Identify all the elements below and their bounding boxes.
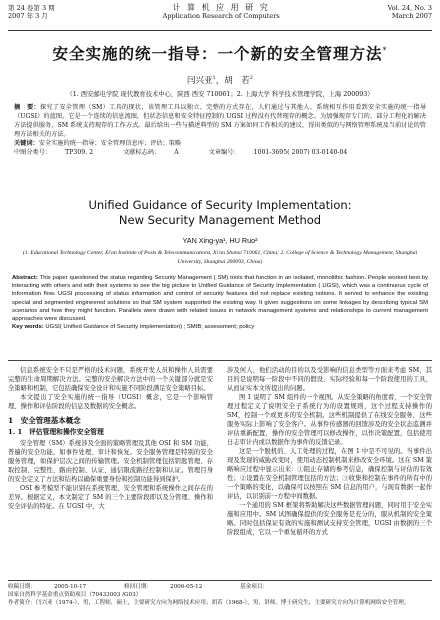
abstract-cn-text: 探究了安全管理（SM）工具的现状，该管理工具以独立、完整的方式存在，人们通过与其他人、系统相互作用看到安全实施的统一指导（UGSI）的蓝图，它是一个连续的信息流图，但状态信息和安全特征控制的 UGSI 过程没有代替现存的概念。为加强现存专门的、部分工程化的解决方法提供服务，SM 系统支持现存的工作方式。最后给出一些与描述典型的 SM 方案如何工作相关的建议，得出类似的与网络管理系统及当前讨论的管理方法相关的方法。 — [14, 104, 427, 138]
journal-name-cn: 计 算 机 应 用 研 究 — [172, 3, 270, 12]
date-cn: 2007 年 3 月 — [8, 12, 48, 20]
doc-code-label: 文献标志码： — [123, 149, 161, 156]
classification-row — [14, 148, 426, 157]
paragraph: 涉及何人、他们活动的目的以及受影响的信息类型等方面来考虑 SM，其目的是说明每一阶段中不同的假设、实际经验和每一个阶段使用的工具，从而证实本文所提出的问题。 — [227, 367, 432, 392]
cls-label: 中图分类号： — [14, 149, 52, 156]
journal-name-en: Application Research of Computers — [162, 12, 280, 20]
header-rule — [8, 30, 432, 31]
footnote-dates — [8, 583, 432, 599]
paragraph: 一个通用的 SM 框架将帮助解决这些数据管理问题，同时用于安全实施和应用中。SM 试图确保提供的安全服务是充分的，服从机制的安全策略。同时包括保证有效的实施和测试支持安全管理，UGSI 由数据的三个阶段组成，它以一个重复循环的方式 — [227, 502, 432, 536]
author-2: 胡 若 — [224, 76, 250, 86]
volume-issue-cn: 第 24 卷第 3 期 — [8, 4, 55, 12]
doc-code-value: A — [174, 149, 179, 156]
received-label: 收稿日期： — [8, 584, 36, 590]
keywords-cn — [14, 139, 426, 148]
abstract-cn-label: 摘 要： — [14, 104, 40, 111]
fund-text: 国家自然科学基金重点资助项目（70433003 /G03） — [8, 592, 142, 598]
authors-cn — [0, 74, 440, 86]
author-2-sup: 2 — [249, 75, 253, 82]
en-title-line-1: Unified Guidance of Security Implementation: — [88, 198, 352, 212]
paragraph: OSI 参考模型不能识别在系统管理、安全管理和系统操作之间存在的差异。根据定义，本文制定了 SM 的三个主要阶段即以及分管理、操作和安全评估的特征。在 UGSI 中，大 — [8, 485, 213, 510]
author-1-sup: 1 — [212, 75, 216, 82]
header-center — [163, 4, 280, 30]
affiliation-cn: （1. 西安邮电学院 现代教育技术中心，陕西 西安 710061；2. 上海大学 科学技术管理学院，上海 200093） — [66, 91, 374, 98]
authors-en: YAN Xing-ya¹, HU Ruo² — [182, 236, 258, 245]
abstract-en-text: This paper questioned the status regarding Security Management ( SM) tools that function in an isolated, monolithic fashion. People worked best by interacting with others and with their systems to see the big picture to Unified Guidance of Security Implementation ( UGSI), which was a continuous cycle of information flow. UGSI processing of status information and control of security features did not replace existing notions. It served to enhance the existing special and segmented engineered solutions so that SM system supported the existing way. It given suggestions on some linkages by describing typical SM scenarios and how they might function. Parallels were drawn with related issues in network management systems and relationships to current management approaches were discussed. — [12, 275, 429, 323]
author-1: 闫兴亚 — [187, 76, 213, 86]
date-en: March 2007 — [391, 12, 432, 20]
received-date: 2005-10-17 — [53, 584, 87, 590]
body-separator — [8, 360, 432, 361]
footnote-bio — [8, 599, 432, 607]
article-no-label: 文章编号： — [208, 149, 240, 156]
bio-text: 闫兴亚（1974-），男，工程师，硕士，主要研究方向为网络技术应用；胡若（1968-），男，讲师，博士研究生，主要研究方向为计算机网络安全管理。 — [35, 600, 410, 606]
paragraph: 这是一个脱机的、人工处理的过程，在图 1 中是不可见的。当事件出现及发现的威胁改变时，使用动态控制机制来修改安全环境。这在 SM 策略响应过程中显示出来：①阻止存储的参考信息，确保控制与评估的有效性；②设置在安全机制管理包括的方法；③收集和控制在事件的所有中的一个策略的变化，以确保可以按照在 SM 信息的用户，与现有数据一起作评估，以识别前一方程中间数据。 — [227, 448, 432, 500]
abstract-cn — [14, 103, 426, 157]
paragraph: 本文提出了安全实施的统一指导（UGSI）概念，它是一个影响管理、操作和评估阶段的信息及数据的安全概念。 — [8, 394, 213, 410]
fund-label: 基金项目： — [240, 584, 269, 590]
bio-label: 作者简介： — [8, 600, 36, 606]
footnote — [8, 580, 432, 607]
keywords-cn-label: 关键词： — [14, 140, 39, 147]
affiliation-en: (1. Educational Technology Center, Xi'an Institute of Posts & Telecommunications, Xi'an Shanxi 710061, China; 2. College of Science & Technology Management, Shanghai University, Shanghai 200093, China) — [22, 250, 418, 265]
paragraph: 安全管理（SM）系统涉及全面的策略管理及其他 OSI 和 SM 功能，普遍的安全功能，如事件处理、审计和恢复。安全服务管理是特别的安全服务管理，如保护层次之间的传输管理。安全机制管理包括钥匙管理、存取控制、完整性、路由控制、认证、通信限流路径控制和认证。管理目身的安全定义了方法和结构以确保重要身份和控制功能得到保护。 — [8, 440, 213, 483]
paper-title-en — [0, 198, 440, 228]
keywords-en-text: UGSI( Unified Guidance of Security Implementation) ; SMIB; assessment; policy — [45, 324, 255, 331]
title-footnote-mark: * — [382, 45, 388, 55]
revised-label: 修回日期： — [124, 584, 153, 590]
keywords-cn-text: 安全实施的统一指导；安全管理信息库；评估；策略 — [38, 140, 182, 147]
running-header — [8, 4, 432, 30]
body-column-right — [227, 366, 432, 537]
keywords-en — [12, 323, 428, 331]
paper-title-cn — [0, 42, 440, 64]
abstract-en-label: Abstract: — [12, 275, 38, 281]
revised-date: 2006-05-12 — [170, 584, 203, 590]
author-separator: ， — [215, 76, 225, 86]
keywords-en-label: Key words: — [12, 324, 44, 331]
paragraph: 信息系统安全不只是严格的技术问题，系统开发人员和操作人员需要完整的生命周期解决方法。完整的安全解决方法中的一个关键部分就是安全策略和机制，它包括确保安全设计和实施不同阶段满足安全策略目标。 — [8, 367, 213, 392]
section-heading: 1 安全管理基本概念 — [8, 416, 81, 425]
header-right — [388, 4, 432, 30]
subsection-heading: 1. 1 评估管理和操作安全管理 — [8, 428, 104, 436]
abstract-en — [12, 274, 428, 331]
header-left — [8, 4, 55, 30]
title-text: 安全实施的统一指导：一个新的安全管理方法 — [52, 44, 383, 63]
en-title-line-2: New Security Management Method — [118, 213, 322, 227]
article-no-value: 1001-3695( 2007) 03-0140-04 — [253, 149, 348, 156]
cls-value: TP309. 2 — [65, 149, 94, 156]
body-column-left — [8, 366, 213, 511]
paragraph: 图 1 说明了 SM 组件的一个视图。从安全策略的角度看，一个安全管理过程定义了说明安全子系统行为的设置规则，这个过程支持操作的 SM，控制一个或更多的安全机制。这些机制提供了在线安全服务，这些服务实际上影响了安全客户。从事件传感器的回馈涉及的安全状态监测并评估重新配置，操作的安全管理可以修改操作，以作决策配置，包括使用日志审计内或以数据作为事件的反馈记录。 — [227, 394, 432, 446]
volume-issue-en: Vol. 24, No. 3 — [387, 4, 432, 12]
